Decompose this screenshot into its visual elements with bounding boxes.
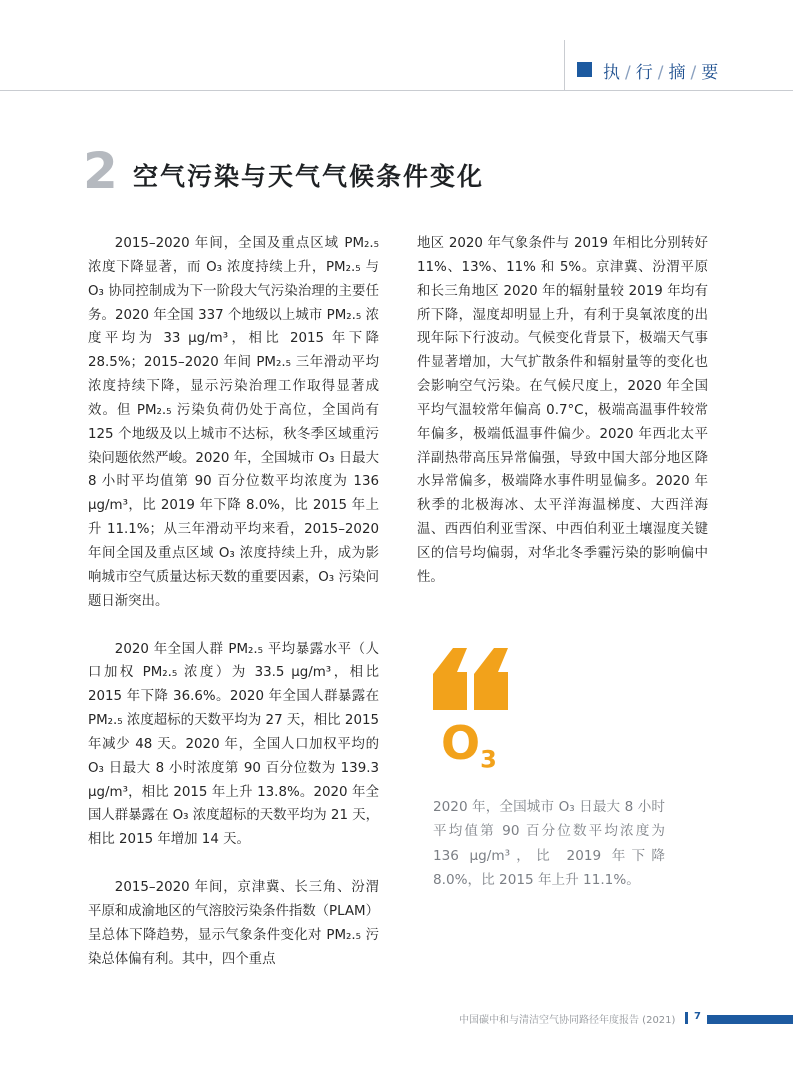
header-divider-vertical (564, 40, 565, 91)
section-number: 2 (83, 142, 118, 200)
pollutant-subscript: 3 (480, 745, 497, 774)
left-column (88, 232, 379, 971)
header-char: 执 (603, 63, 621, 83)
header-rule (0, 90, 793, 91)
body-paragraph: 2020 年全国人群 PM₂.₅ 平均暴露水平（人口加权 PM₂.₅ 浓度）为 33.5 μg/m³，相比 2015 年下降 36.6%。2020 年全国人群暴露在 PM₂.₅ 浓度超标的天数平均为 27 天，相比 2015 年减少 48 天。2020 年，全国人口加权平均的 O₃ 日最大 8 小时浓度第 90 百分位数为 139.3 μg/m³，相比 2015 年上升 13.8%。2020 年全国人群暴露在 O₃ 浓度超标的天数平均为 21 天，相比 2015 年增加 14 天。 (88, 641, 380, 848)
callout-pollutant-label (441, 716, 497, 774)
header-section-label: 执 / 行 / 摘 / 要 (603, 63, 720, 83)
section-title: 空气污染与天气气候条件变化 (133, 162, 485, 191)
footer-report-title: 中国碳中和与清洁空气协同路径年度报告 (2021) (459, 1015, 676, 1026)
callout-text: 2020 年，全国城市 O₃ 日最大 8 小时平均值第 90 百分位数平均浓度为 136 μg/m³，比 2019 年下降 8.0%，比 2015 年上升 11.1%。 (433, 799, 665, 889)
header-char: 摘 (668, 63, 687, 83)
body-paragraph: 2015–2020 年间，全国及重点区域 PM₂.₅ 浓度下降显著，而 O₃ 浓度持续上升，PM₂.₅ 与 O₃ 协同控制成为下一阶段大气污染治理的主要任务。2020 年全国 337 个地级以上城市 PM₂.₅ 浓度平均为 33 μg/m³，相比 2015 年下降 28.5%；2015–2020 年间 PM₂.₅ 三年滑动平均浓度持续下降，显示污染治理工作取得显著成效。但 PM₂.₅ 污染负荷仍处于高位，全国尚有 125 个地级及以上城市不达标，秋冬季区域重污染问题依然严峻。2020 年，全国城市 O₃ 日最大 8 小时平均值第 90 百分位数平均浓度为 136 μg/m³，比 2019 年下降 8.0%，比 2015 年上升 11.1%；从三年滑动平均来看，2015–2020 年间全国及重点区域 O₃ 浓度持续上升，成为影响城市空气质量达标天数的重要因素，O₃ 污染问题日渐突出。 (88, 236, 379, 609)
footer-separator (685, 1012, 688, 1024)
page-number: 7 (694, 1011, 701, 1022)
quote-mark-icon (433, 648, 467, 710)
header-char: 要 (701, 63, 720, 83)
quote-mark-icon (474, 648, 508, 710)
body-paragraph: 2015–2020 年间，京津冀、长三角、汾渭平原和成渝地区的气溶胶污染条件指数（PLAM）呈总体下降趋势，显示气象条件变化对 PM₂.₅ 污染总体偏有利。其中，四个重点 (88, 880, 379, 967)
pollutant-symbol: O (441, 716, 481, 770)
right-column (417, 232, 708, 590)
header-char: 行 (635, 63, 654, 83)
footer-accent-bar (707, 1015, 793, 1024)
header-square-icon (577, 62, 592, 77)
body-paragraph: 地区 2020 年气象条件与 2019 年相比分别转好 11%、13%、11% 和 5%。京津冀、汾渭平原和长三角地区 2020 年的辐射量较 2019 年均有所下降，湿度却明显上升，有利于臭氧浓度的出现年际下行波动。气候变化背景下，极端天气事件显著增加，大气扩散条件和辐射量等的变化也会影响空气污染。在气候尺度上，2020 年全国平均气温较常年偏高 0.7°C，极端高温事件较常年偏多，极端低温事件偏少。2020 年西北太平洋副热带高压异常偏强，导致中国大部分地区降水异常偏多，极端降水事件明显偏多。2020 年秋季的北极海冰、太平洋海温梯度、大西洋海温、西西伯利亚雪深、中西伯利亚土壤湿度关键区的信号均偏弱，对华北冬季霾污染的影响偏中性。 (417, 236, 708, 585)
